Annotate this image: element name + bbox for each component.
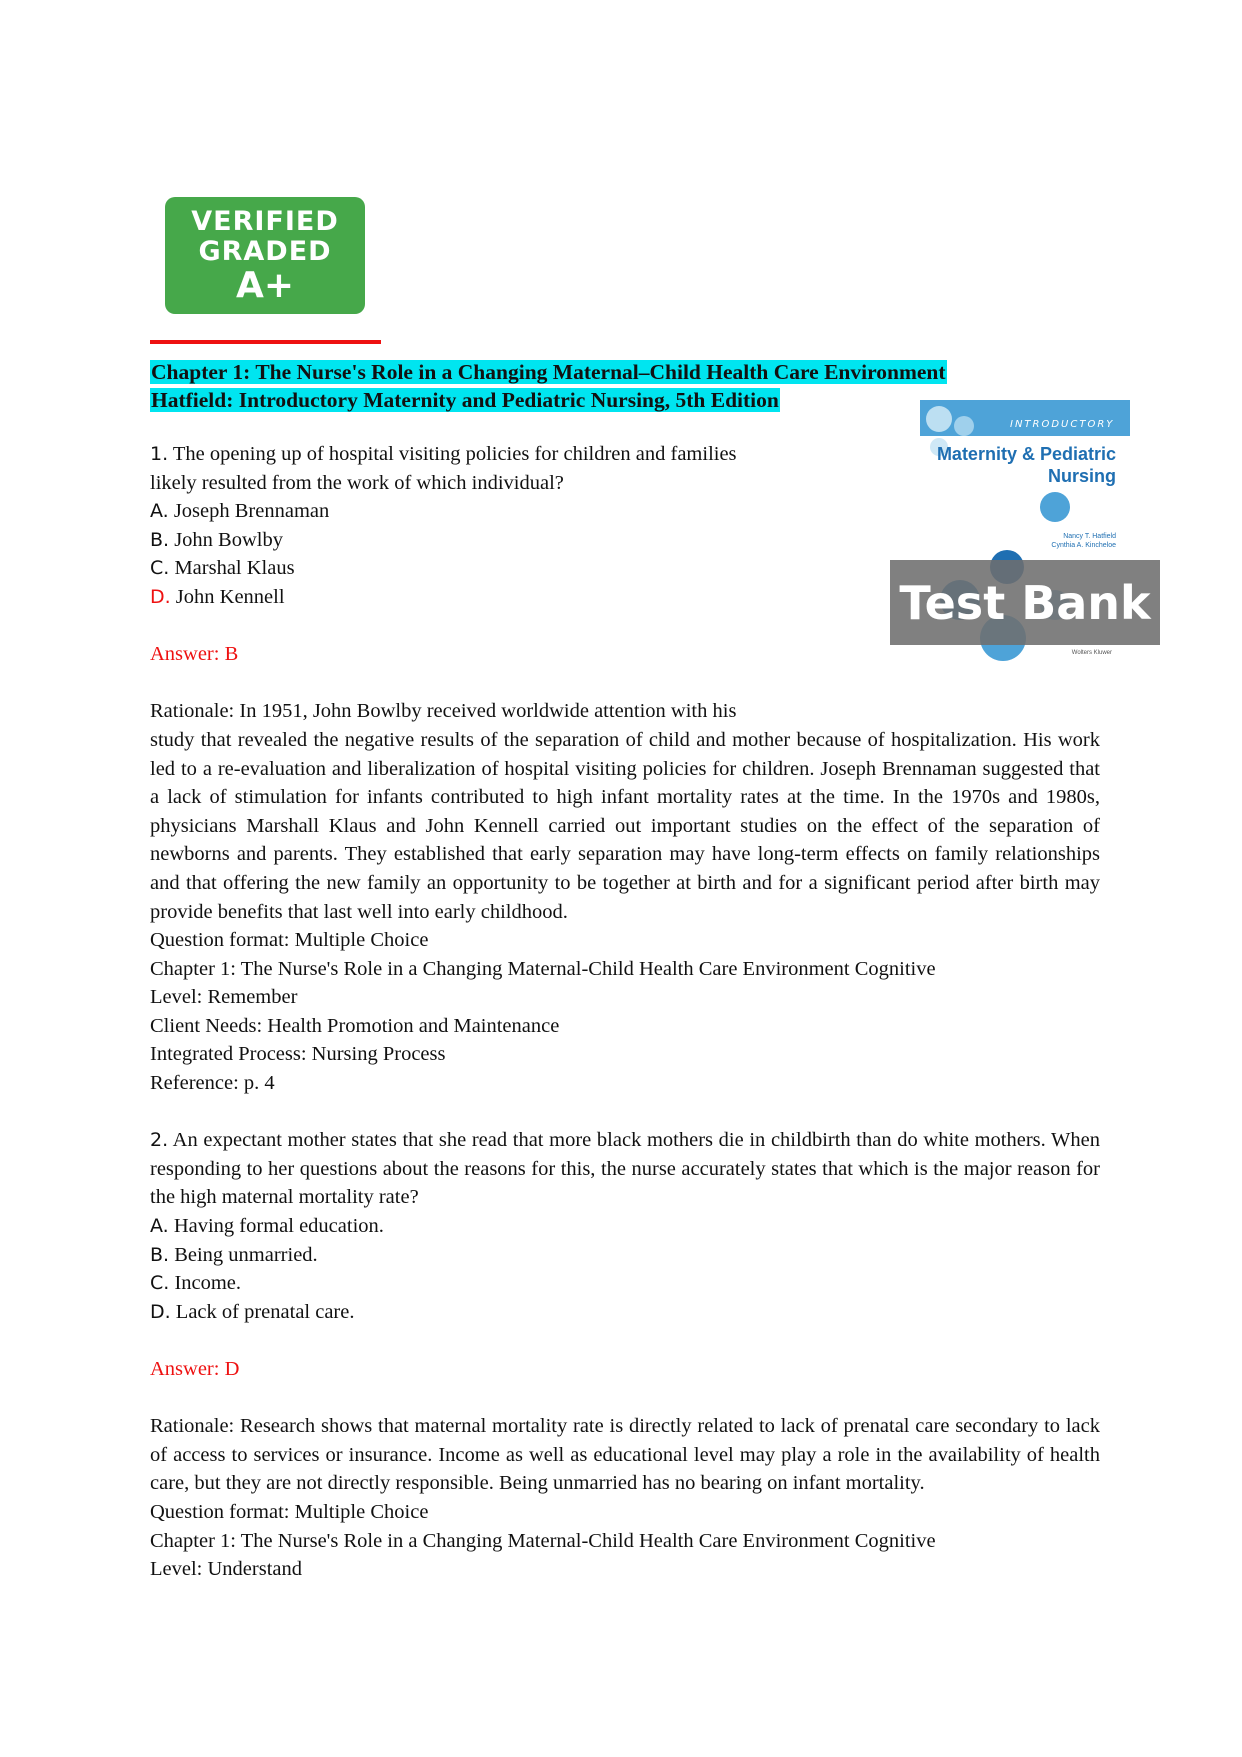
- question-number: 2.: [150, 1129, 169, 1152]
- badge-line-1: VERIFIED: [191, 205, 339, 237]
- chapter-title: Chapter 1: The Nurse's Role in a Changing Maternal–Child Health Care Environment: [151, 360, 946, 384]
- option-text: Income.: [174, 1272, 242, 1295]
- option-letter: D.: [150, 1300, 171, 1323]
- question-2: [150, 1126, 1100, 1212]
- meta-chapter: Chapter 1: The Nurse's Role in a Changing Maternal-Child Health Care Environment Cognitive: [150, 957, 936, 980]
- cover-dot: [954, 416, 974, 436]
- badge-line-2: GRADED: [198, 235, 332, 267]
- verified-graded-badge: [165, 197, 365, 314]
- option-b: [150, 526, 1100, 555]
- document-header: [150, 358, 947, 414]
- option-letter: A.: [150, 1215, 169, 1238]
- option-a: [150, 1212, 1100, 1241]
- option-letter: C.: [150, 1272, 170, 1295]
- meta-client-needs: Client Needs: Health Promotion and Maintenance: [150, 1014, 560, 1037]
- option-a: [150, 497, 1100, 526]
- cover-author-1: Nancy T. Hatfield: [1063, 533, 1116, 540]
- option-letter: C.: [150, 557, 170, 580]
- option-c: [150, 1269, 1100, 1298]
- book-title: Hatfield: Introductory Maternity and Pediatric Nursing, 5th Edition: [151, 388, 779, 412]
- rationale-first-line: Rationale: In 1951, John Bowlby received worldwide attention with his: [150, 700, 737, 723]
- option-text: Being unmarried.: [174, 1243, 318, 1266]
- question-number: 1.: [150, 443, 169, 465]
- option-letter: B.: [150, 528, 170, 551]
- question-1: [150, 440, 850, 497]
- option-b: [150, 1241, 1100, 1270]
- cover-band-text: INTRODUCTORY: [1010, 419, 1115, 430]
- cover-title-2: Nursing: [1047, 466, 1116, 486]
- document-body: [150, 440, 1100, 1584]
- option-text: Having formal education.: [173, 1215, 384, 1238]
- cover-title-1: Maternity & Pediatric: [936, 444, 1116, 464]
- question-text-line: The opening up of hospital visiting policies for children and families: [172, 443, 737, 465]
- question-text-line: likely resulted from the work of which individual?: [150, 471, 564, 494]
- rationale-text: study that revealed the negative results of the separation of child and mother because of hospitalization. His work led to a re-evaluation and liberalization of hospital visiting policies for children. Joseph Brennaman suggested that a lack of stimulation for infants contributed to high infant mortality rates at the time. In the 1970s and 1980s, physicians Marshall Klaus and John Kennell carried out important studies on the effect of the separation of newborns and parents. They established that early separation may have long-term effects on family relationships and that offering the new family an opportunity to be together at birth and for a significant period after birth may provide benefits that last well into early childhood.: [150, 728, 1100, 923]
- option-letter: B.: [150, 1243, 170, 1266]
- cover-author-2: Cynthia A. Kincheloe: [1051, 542, 1116, 549]
- cover-publisher: Wolters Kluwer: [1071, 650, 1112, 656]
- option-letter: D.: [150, 585, 171, 608]
- meta-level: Level: Remember: [150, 986, 298, 1009]
- badge-line-3: A+: [235, 264, 295, 306]
- meta-format: Question format: Multiple Choice: [150, 1500, 429, 1523]
- answer: Answer: B: [150, 643, 239, 666]
- test-bank-overlay: Test Bank: [890, 560, 1160, 645]
- red-divider: [150, 340, 381, 344]
- option-text: John Bowlby: [174, 528, 283, 551]
- option-text: Marshal Klaus: [174, 557, 295, 580]
- question-text: An expectant mother states that she read that more black mothers die in childbirth than do white mothers. When responding to her questions about the reasons for this, the nurse accurately states that which is the major reason for the high maternal mortality rate?: [150, 1129, 1100, 1209]
- option-text: Lack of prenatal care.: [175, 1300, 355, 1323]
- option-text: Joseph Brennaman: [173, 500, 330, 523]
- option-d: [150, 1298, 1100, 1327]
- option-c: [150, 554, 1100, 583]
- cover-dot: [926, 406, 952, 432]
- meta-process: Integrated Process: Nursing Process: [150, 1043, 446, 1066]
- option-letter: A.: [150, 500, 169, 523]
- option-text: John Kennell: [175, 585, 285, 608]
- option-d: [150, 583, 1100, 612]
- meta-chapter: Chapter 1: The Nurse's Role in a Changing Maternal-Child Health Care Environment Cognitive: [150, 1529, 936, 1552]
- meta-format: Question format: Multiple Choice: [150, 929, 429, 952]
- meta-reference: Reference: p. 4: [150, 1072, 275, 1095]
- answer: Answer: D: [150, 1358, 240, 1380]
- meta-level: Level: Understand: [150, 1558, 302, 1581]
- rationale-text: Rationale: Research shows that maternal mortality rate is directly related to lack of prenatal care secondary to lack of access to services or insurance. Income as well as educational level may play a role in the availability of health care, but they are not directly responsible. Being unmarried has no bearing on infant mortality.: [150, 1415, 1100, 1495]
